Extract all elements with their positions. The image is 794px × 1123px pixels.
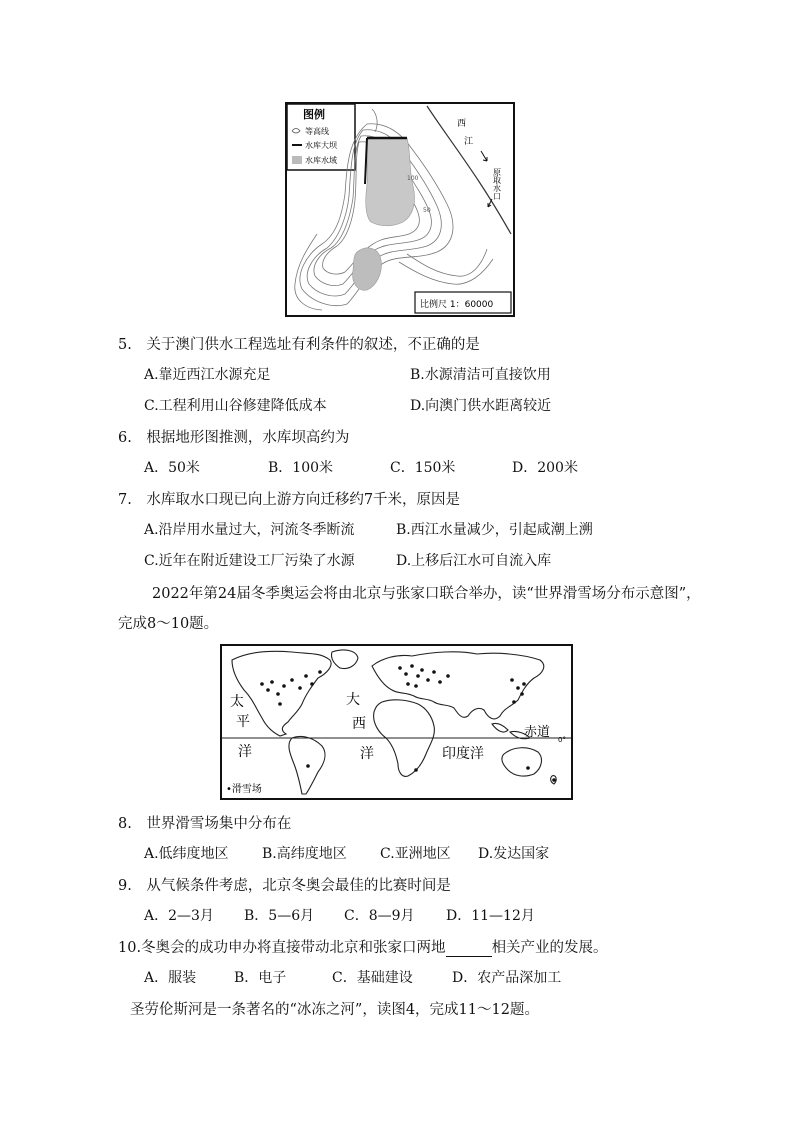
- q7-option-b: B.西江水量减少，引起咸潮上溯: [396, 522, 593, 538]
- reservoir-area-icon: [292, 156, 302, 164]
- river-label-xi: 西: [457, 119, 467, 129]
- greenland: [331, 650, 358, 669]
- q8-option-c: C.亚洲地区: [380, 846, 451, 862]
- q10-option-c: C．基础建设: [332, 970, 413, 986]
- label-atlantic-2: 西: [352, 716, 366, 732]
- q9-option-a: A．2—3月: [144, 908, 214, 924]
- legend-item-reservoir: 水库水域: [305, 156, 337, 165]
- reservoir-water-small: [353, 248, 382, 290]
- label-indian-ocean: 印度洋: [442, 746, 484, 762]
- legend-title: 图例: [303, 108, 325, 121]
- reservoir-map: [285, 102, 515, 317]
- q10-stem-before: 10.冬奥会的成功申办将直接带动北京和张家口两地: [118, 940, 446, 956]
- q8-option-b: B.高纬度地区: [262, 846, 347, 862]
- river-label-jiang: 江: [464, 137, 474, 147]
- q10-option-d: D．农产品深加工: [452, 970, 562, 986]
- dam-side: [365, 138, 367, 184]
- q5-option-d: D.向澳门供水距离较近: [410, 398, 552, 414]
- flow-arrow-icon-2: [488, 199, 492, 207]
- q5-option-c: C.工程利用山谷修建降低成本: [144, 398, 327, 414]
- label-atlantic-3: 洋: [360, 746, 374, 762]
- q9-option-d: D．11—12月: [446, 908, 535, 924]
- question-9-stem: 9. 从气候条件考虑，北京冬奥会最佳的比赛时间是: [118, 878, 451, 894]
- q6-option-a: A．50米: [144, 460, 200, 476]
- continents: [232, 650, 556, 794]
- label-pacific-2: 平: [236, 714, 250, 730]
- contour-value-50: 50: [423, 207, 431, 214]
- q9-option-b: B．5—6月: [244, 908, 315, 924]
- q10-option-b: B．电子: [234, 970, 287, 986]
- reservoir-map-drawing: [287, 104, 513, 315]
- legend-item-contour: 等高线: [305, 127, 329, 136]
- label-equator: 赤道: [524, 725, 551, 740]
- question-7-stem: 7. 水库取水口现已向上游方向迁移约7千米，原因是: [118, 492, 461, 508]
- q6-option-c: C．150米: [390, 460, 456, 476]
- question-6-stem: 6. 根据地形图推测，水库坝高约为: [118, 430, 350, 446]
- q7-option-a: A.沿岸用水量过大，河流冬季断流: [144, 522, 355, 538]
- island-1: [492, 723, 508, 732]
- flow-arrow-icon: [481, 151, 487, 161]
- intro-st-lawrence: 圣劳伦斯河是一条著名的“冰冻之河”，读图4，完成11～12题。: [130, 1002, 539, 1018]
- q10-option-a: A．服装: [144, 970, 197, 986]
- label-pacific-3: 洋: [238, 744, 252, 760]
- q8-option-a: A.低纬度地区: [144, 846, 229, 862]
- ski-resort-map: [220, 644, 573, 800]
- contour-value-100: 100: [407, 175, 419, 182]
- intro-olympics-line2: 完成8～10题。: [118, 616, 219, 632]
- world-map-drawing: [222, 646, 571, 798]
- question-5-stem: 5. 关于澳门供水工程选址有利条件的叙述，不正确的是: [118, 337, 480, 353]
- label-pacific-1: 太: [230, 694, 244, 710]
- q9-option-c: C．8—9月: [344, 908, 415, 924]
- question-8-stem: 8. 世界滑雪场集中分布在: [118, 816, 292, 832]
- q10-stem-after: 相关产业的发展。: [491, 940, 608, 956]
- q10-blank: [446, 942, 492, 957]
- intake-label: [493, 168, 502, 201]
- q7-option-d: D.上移后江水可自流入库: [396, 553, 552, 569]
- q8-option-d: D.发达国家: [478, 846, 550, 862]
- legend-ski-resort: •滑雪场: [226, 784, 262, 795]
- scale-text: 比例尺 1：60000: [420, 300, 494, 310]
- q6-option-d: D．200米: [512, 460, 578, 476]
- q5-option-a: A.靠近西江水源充足: [144, 367, 271, 383]
- legend-item-dam: 水库大坝: [305, 141, 337, 150]
- australia: [502, 748, 542, 776]
- label-zero-degrees: 0°: [558, 736, 566, 744]
- question-10-stem: [118, 936, 608, 957]
- label-atlantic-1: 大: [346, 692, 360, 708]
- intro-olympics-line1: 2022年第24届冬季奥运会将由北京与张家口联合举办，读“世界滑雪场分布示意图”，: [152, 586, 701, 602]
- svg-text:原取水口: 原取水口: [492, 168, 502, 200]
- q7-option-c: C.近年在附近建设工厂污染了水源: [144, 553, 355, 569]
- q5-option-b: B.水源清洁可直接饮用: [410, 367, 551, 383]
- q6-option-b: B．100米: [268, 460, 334, 476]
